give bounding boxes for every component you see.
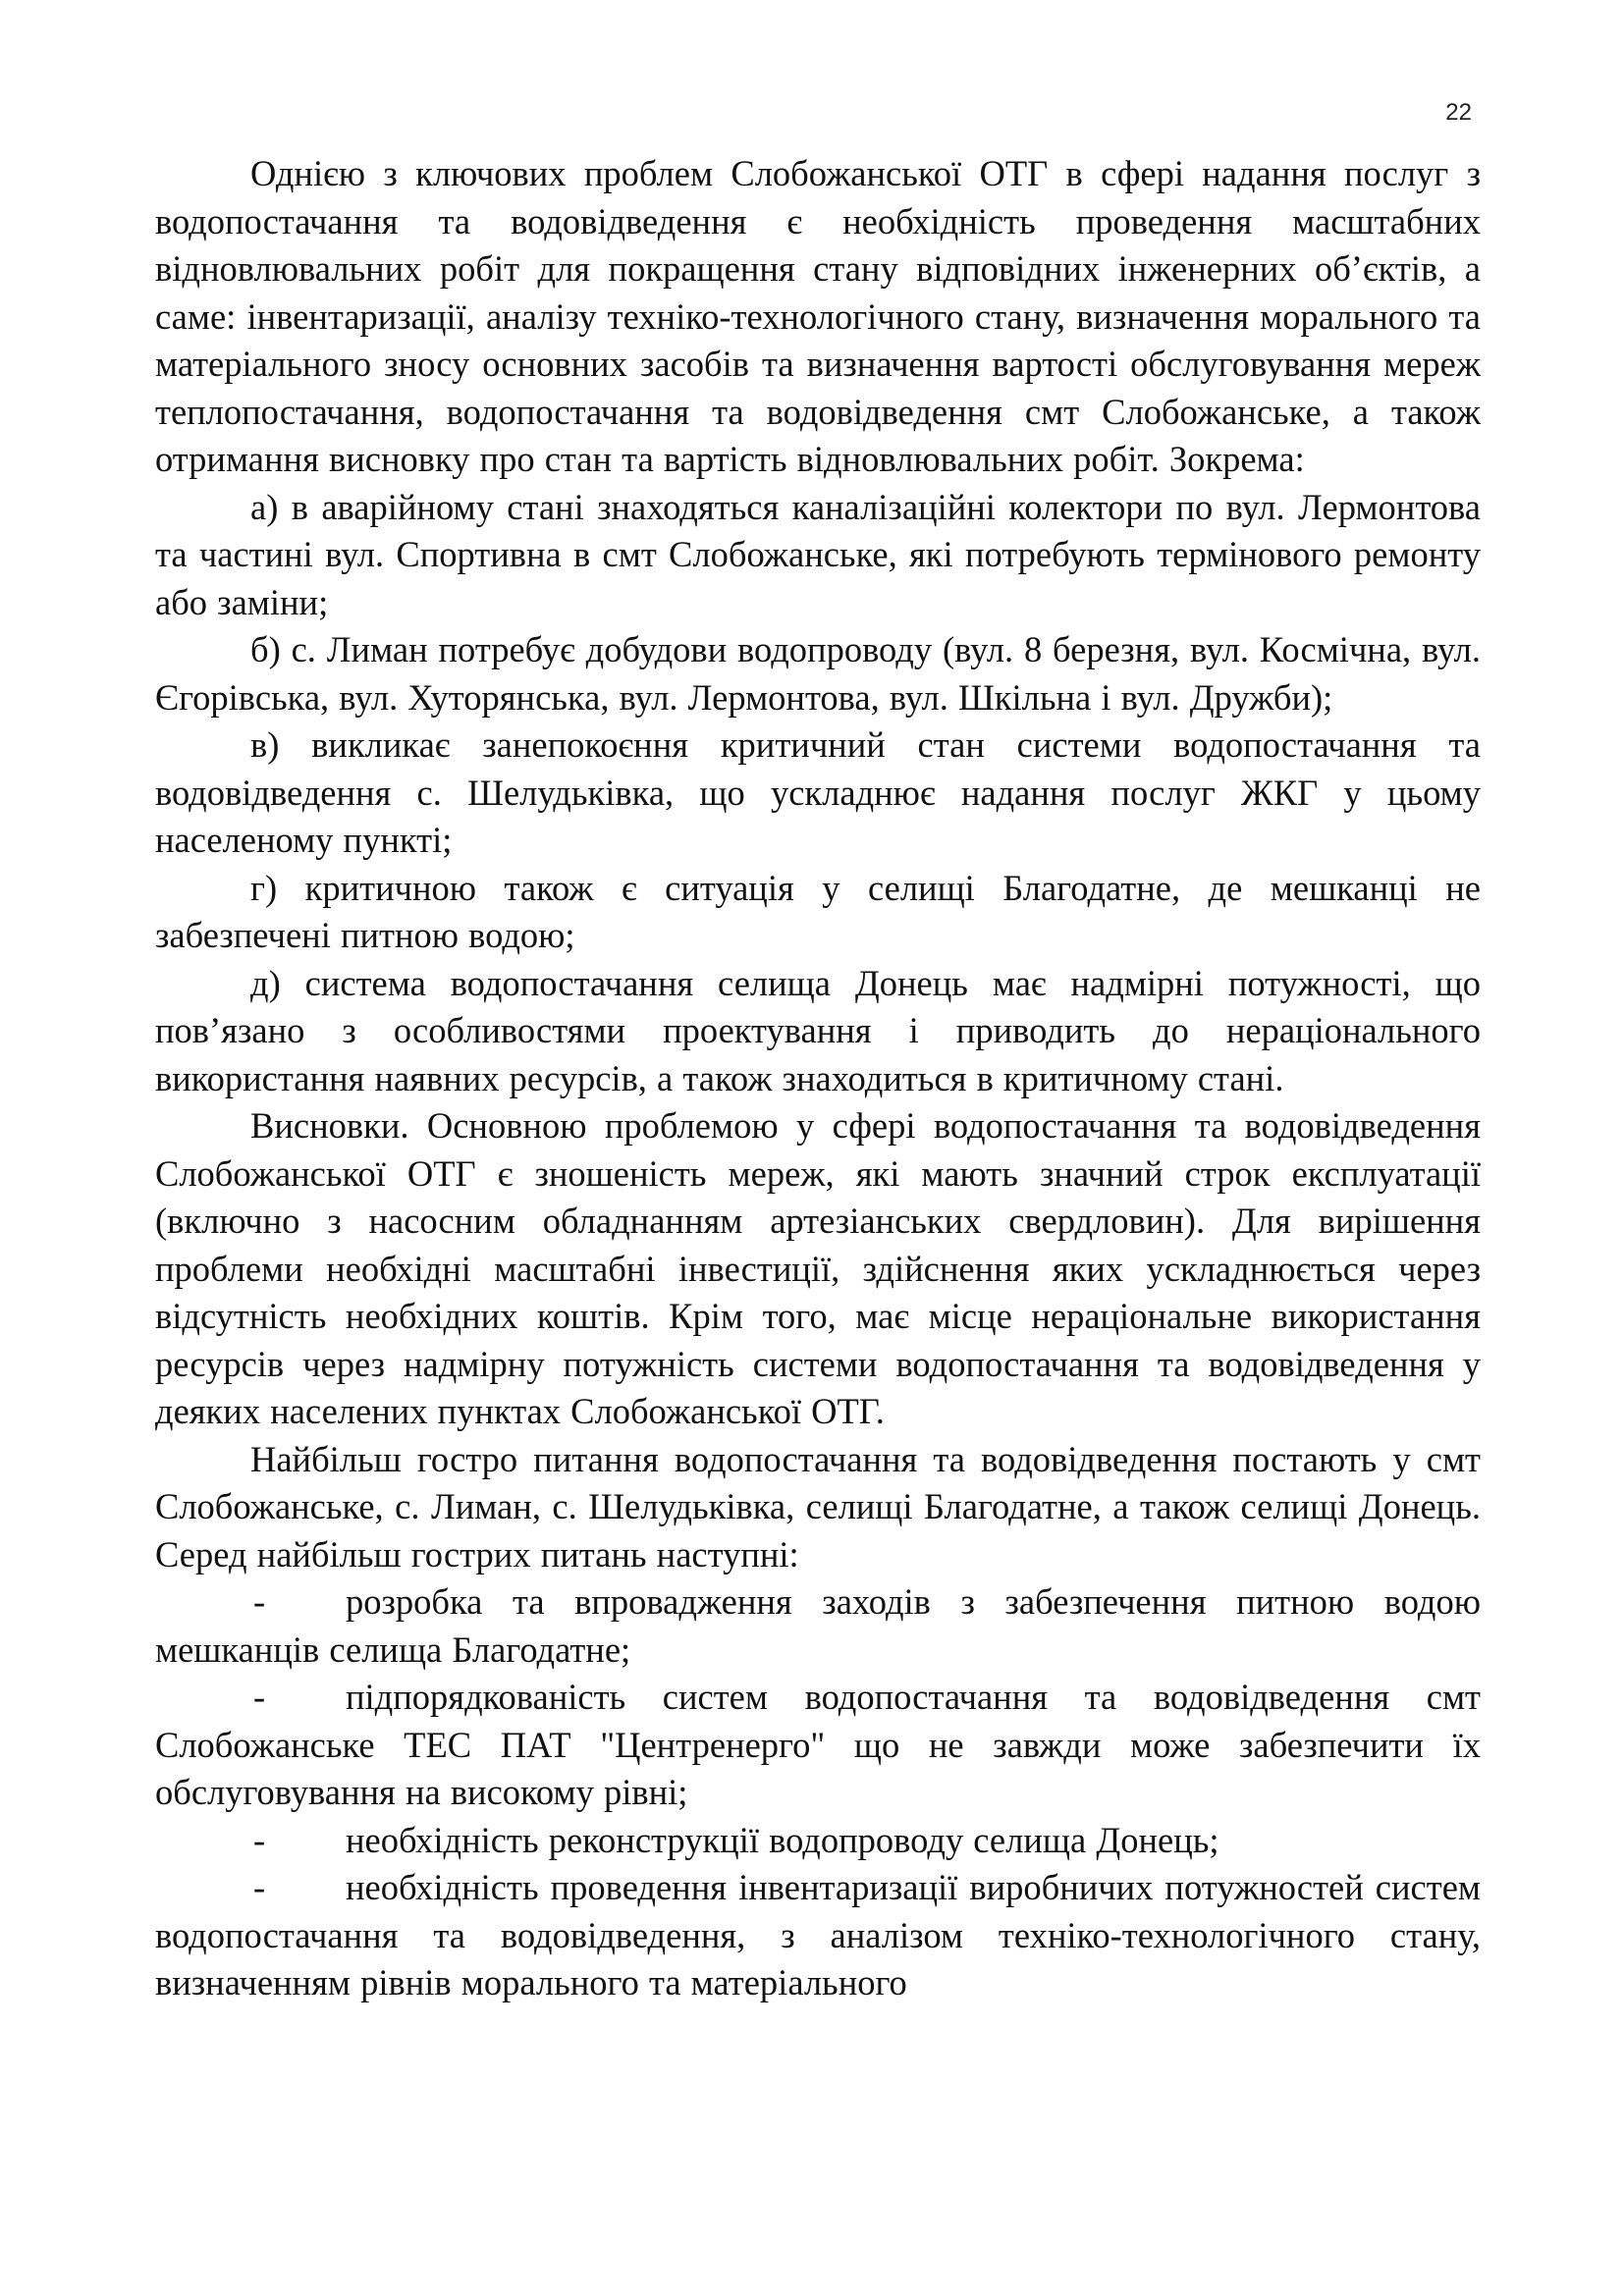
- bullet-text: підпорядкованість систем водопостачання та водовідведення смт Слобожанське ТЕС ПАТ "Центренерго" що не завжди може забезпечити їх обслуговування на високому рівні;: [155, 1677, 1481, 1812]
- paragraph-item-b: б) с. Лиман потребує добудови водопроводу (вул. 8 березня, вул. Космічна, вул. Єгорівська, вул. Хуторянська, вул. Лермонтова, вул. Шкільна і вул. Дружби);: [155, 629, 1481, 718]
- bullet-text: розробка та впровадження заходів з забезпечення питною водою мешканців селища Благодатне;: [155, 1581, 1481, 1670]
- paragraph-item-d: д) система водопостачання селища Донець має надмірні потужності, що пов’язано з особливостями проектування і приводить до нераціонального використання наявних ресурсів, а також знаходиться в критичному стані.: [155, 962, 1481, 1098]
- bullet-marker: -: [253, 1867, 266, 1907]
- bullet-marker: -: [253, 1677, 266, 1717]
- bullet-text: необхідність проведення інвентаризації виробничих потужностей систем водопостачання та водовідведення, з аналізом техніко-технологічного стану, визначенням рівнів морального та матеріального: [155, 1867, 1481, 2002]
- paragraph-acute-issues: Найбільш гостро питання водопостачання та водовідведення постають у смт Слобожанське, с. Лиман, с. Шелудьківка, селищі Благодатне, а також селищі Донець. Серед найбільш гострих питань наступні:: [155, 1438, 1481, 1575]
- page-number: 22: [1445, 99, 1472, 126]
- bullet-item: [155, 1864, 1481, 2007]
- paragraph-intro: Однією з ключових проблем Слобожанської ОТГ в сфері надання послуг з водопостачання та водовідведення є необхідність проведення масштабних відновлювальних робіт для покращення стану відповідних інженерних об’єктів, а саме: інвентаризації, аналізу техніко-технологічного стану, визначення морального та матеріального зносу основних засобів та визначення вартості обслуговування мереж теплопостачання, водопостачання та водовідведення смт Слобожанське, а також отримання висновку про стан та вартість відновлювальних робіт. Зокрема:: [155, 153, 1481, 479]
- bullet-item: [155, 1674, 1481, 1817]
- paragraph-item-v: в) викликає занепокоєння критичний стан системи водопостачання та водовідведення с. Шелудьківка, що ускладнює надання послуг ЖКГ у цьому населеному пункті;: [155, 724, 1481, 860]
- bullet-text: необхідність реконструкції водопроводу селища Донець;: [346, 1819, 1219, 1860]
- bullet-marker: -: [253, 1581, 266, 1622]
- bullet-item: [155, 1578, 1481, 1674]
- bullet-marker: -: [253, 1819, 266, 1860]
- paragraph-item-a: а) в аварійному стані знаходяться каналізаційні колектори по вул. Лермонтова та частині вул. Спортивна в смт Слобожанське, які потребують термінового ремонту або заміни;: [155, 486, 1481, 622]
- paragraph-item-g: г) критичною також є ситуація у селищі Благодатне, де мешканці не забезпечені питною водою;: [155, 867, 1481, 955]
- paragraph-conclusions: Висновки. Основною проблемою у сфері водопостачання та водовідведення Слобожанської ОТГ є зношеність мереж, які мають значний строк експлуатації (включно з насосним обладнанням артезіанських свердловин). Для вирішення проблеми необхідні масштабні інвестиції, здійснення яких ускладнюється через відсутність необхідних коштів. Крім того, має місце нераціональне використання ресурсів через надмірну потужність системи водопостачання та водовідведення у деяких населених пунктах Слобожанської ОТГ.: [155, 1105, 1481, 1431]
- bullet-item: [155, 1817, 1481, 1865]
- document-body: [155, 150, 1481, 2007]
